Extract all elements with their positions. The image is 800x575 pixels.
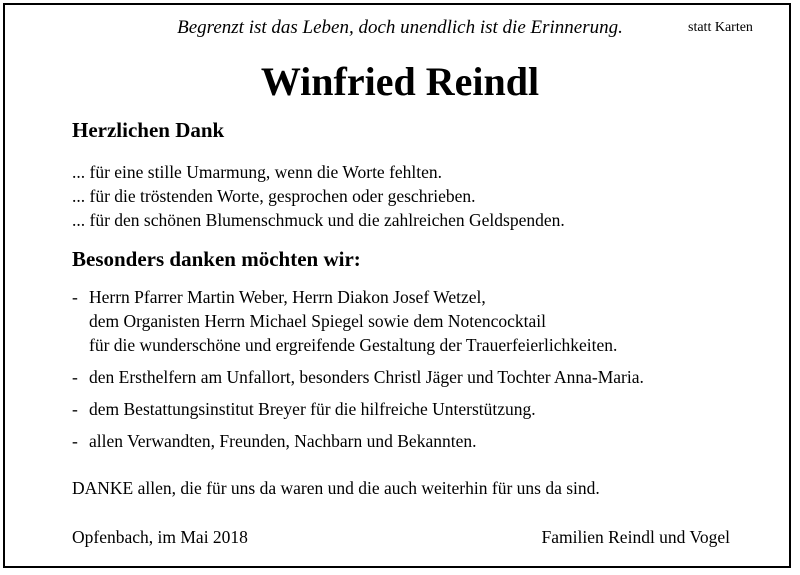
list-item	[72, 429, 644, 453]
special-thanks-list	[72, 285, 644, 461]
thanks-line: ... für eine stille Umarmung, wenn die Worte fehlten.	[72, 162, 443, 182]
list-item-line: den Ersthelfern am Unfallort, besonders Christl Jäger und Tochter Anna-Maria.	[89, 367, 644, 387]
closing-thanks: DANKE allen, die für uns da waren und die auch weiterhin für uns da sind.	[72, 478, 600, 498]
place-date: Opfenbach, im Mai 2018	[72, 527, 248, 547]
list-item-line: allen Verwandten, Freunden, Nachbarn und Bekannten.	[89, 431, 477, 451]
thanks-line: ... für die tröstenden Worte, gesprochen oder geschrieben.	[72, 186, 476, 206]
family-signature: Familien Reindl und Vogel	[541, 527, 730, 547]
list-item-line: dem Bestattungsinstitut Breyer für die hilfreiche Unterstützung.	[89, 399, 536, 419]
list-item-line: dem Organisten Herrn Michael Spiegel sowie dem Notencocktail	[89, 311, 546, 331]
heading-special-thanks: Besonders danken möchten wir:	[72, 247, 361, 271]
bullet-dash: -	[72, 367, 78, 387]
thanks-list	[72, 160, 565, 232]
thanks-line: ... für den schönen Blumenschmuck und die zahlreichen Geldspenden.	[72, 210, 565, 230]
heading-thanks: Herzlichen Dank	[72, 118, 225, 142]
list-item-line: Herrn Pfarrer Martin Weber, Herrn Diakon Josef Wetzel,	[89, 287, 486, 307]
bullet-dash: -	[72, 431, 78, 451]
statt-karten-note: statt Karten	[688, 20, 753, 35]
motto: Begrenzt ist das Leben, doch unendlich ist die Erinnerung.	[177, 17, 623, 38]
list-item	[72, 365, 644, 389]
bullet-dash: -	[72, 287, 78, 307]
list-item-line: für die wunderschöne und ergreifende Gestaltung der Trauerfeierlichkeiten.	[89, 335, 618, 355]
list-item	[72, 397, 644, 421]
list-item	[72, 285, 644, 357]
deceased-name: Winfried Reindl	[260, 59, 540, 104]
bullet-dash: -	[72, 399, 78, 419]
